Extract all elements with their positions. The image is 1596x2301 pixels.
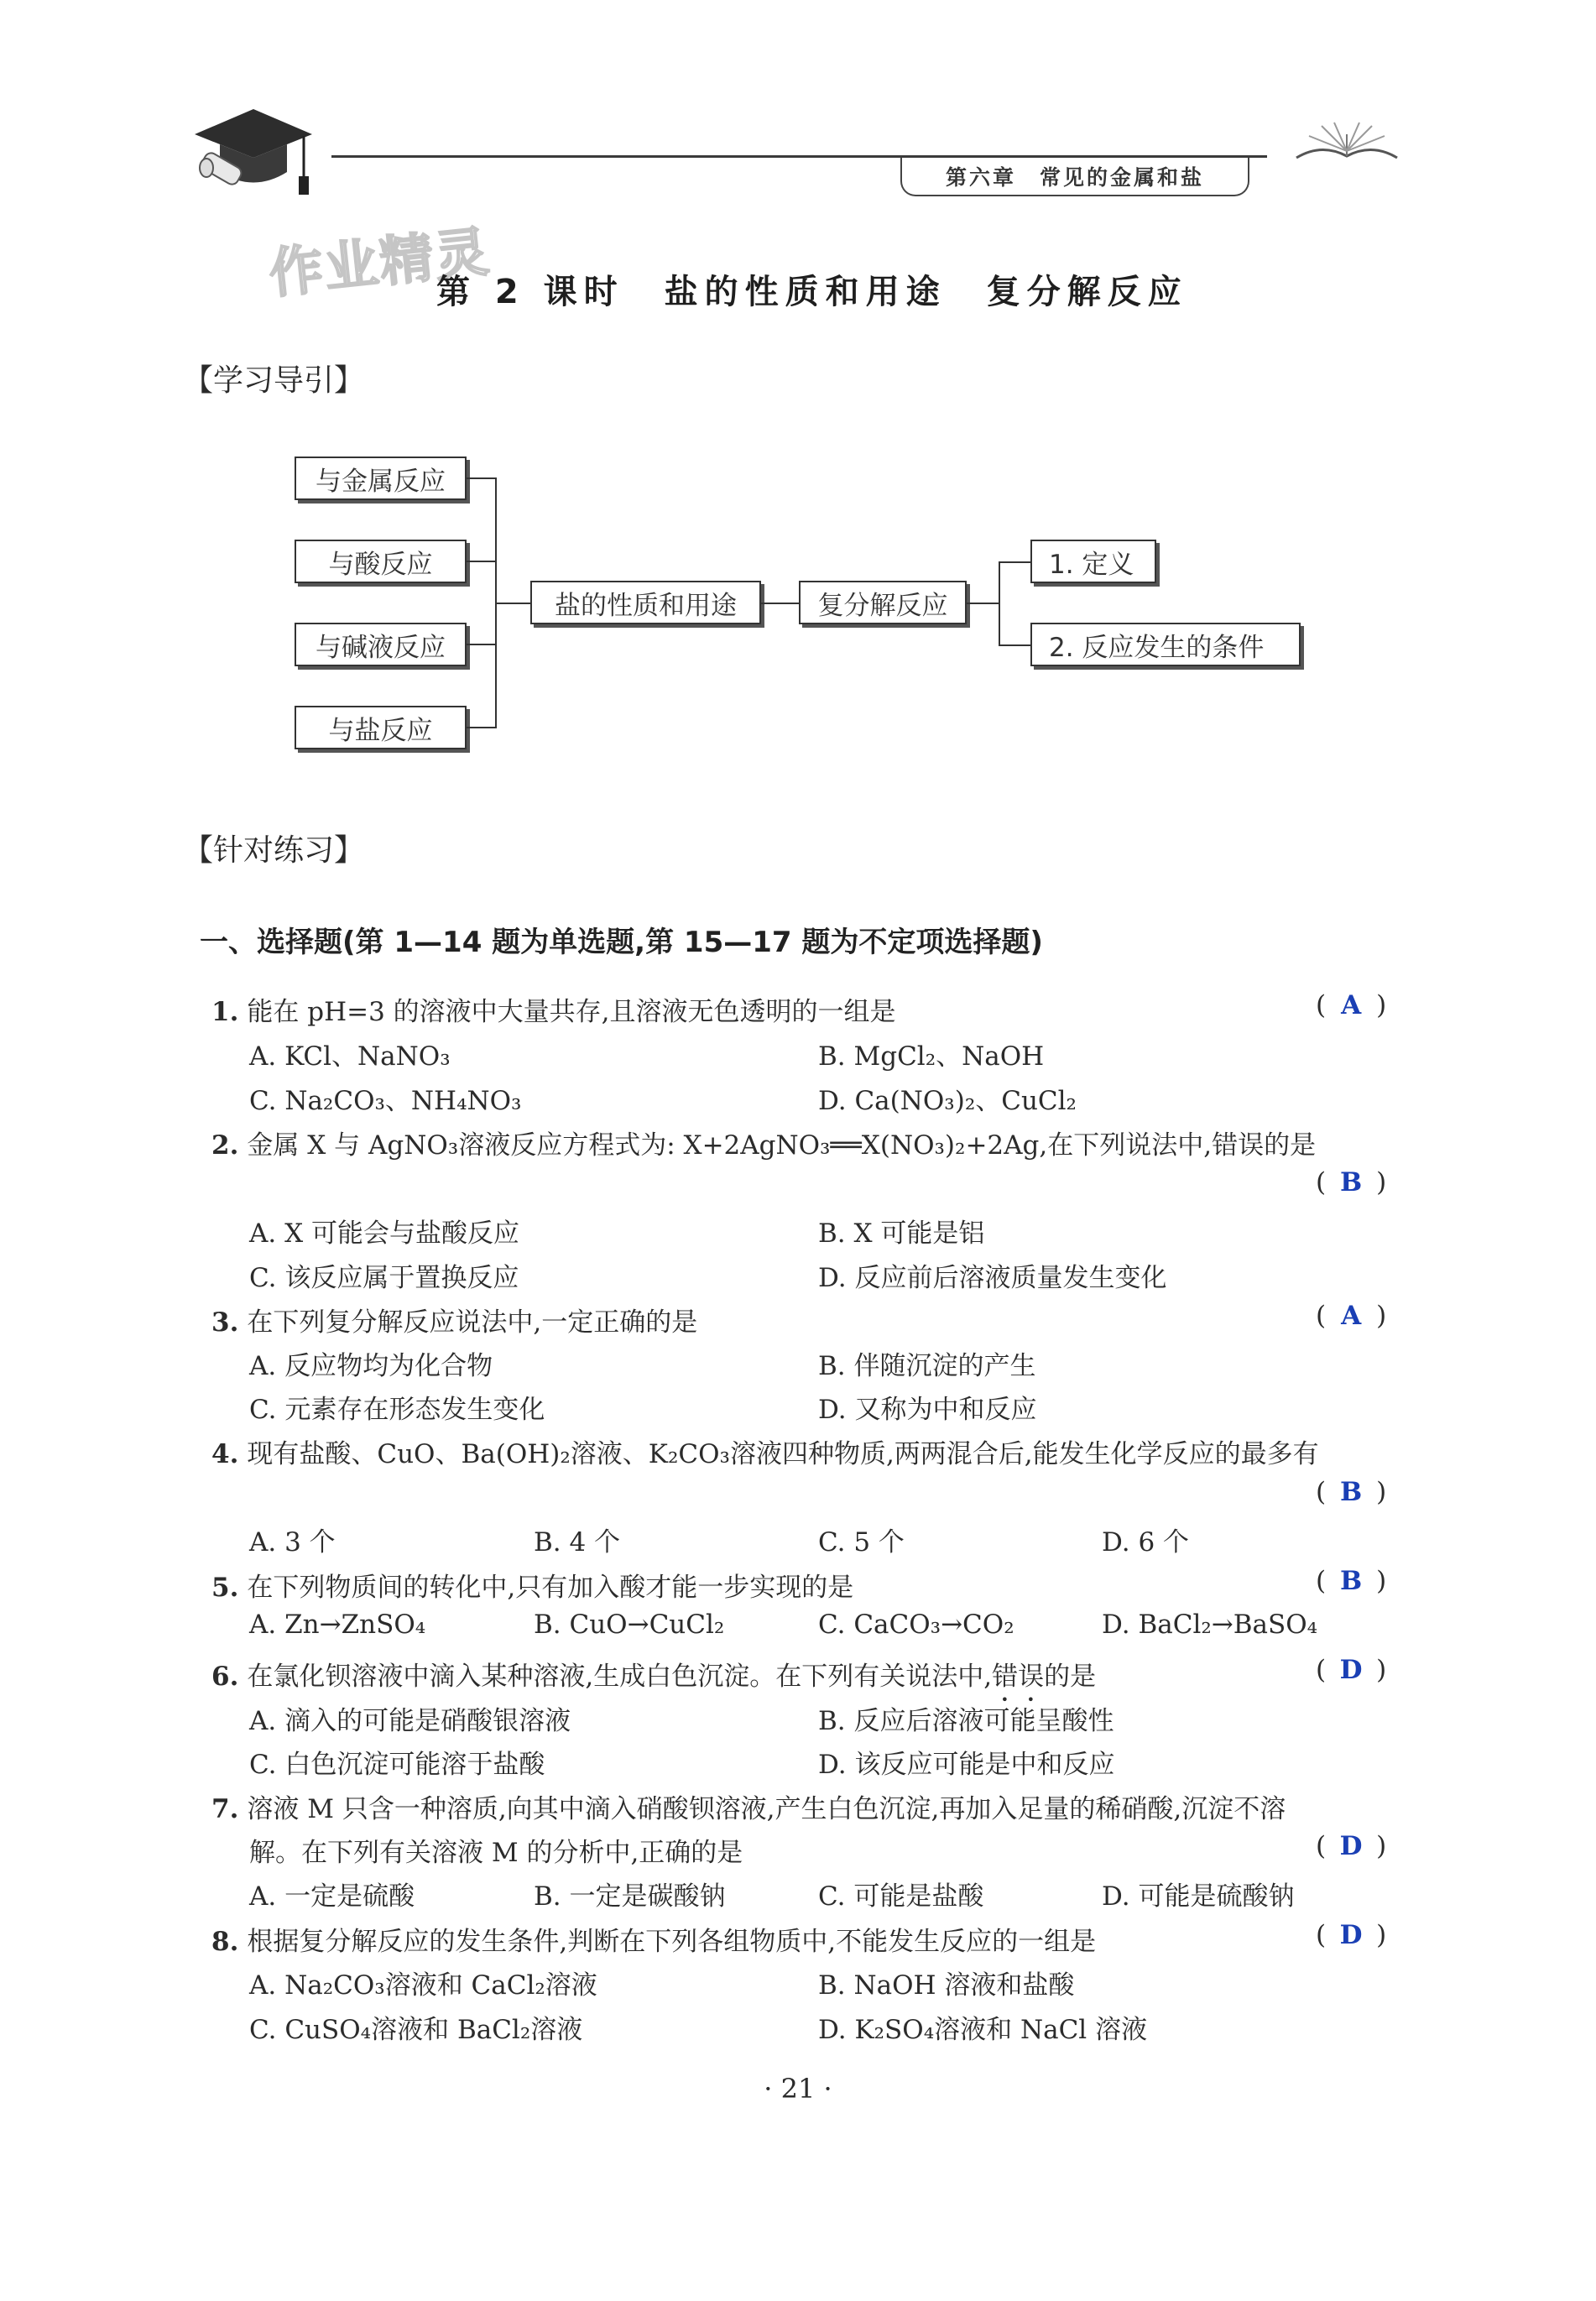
option: B. 伴随沉淀的产生 — [818, 1351, 1036, 1381]
connector — [467, 644, 497, 645]
option: D. 该反应可能是中和反应 — [818, 1750, 1115, 1780]
question-4: 4. 现有盐酸、CuO、Ba(OH)₂溶液、K₂CO₃溶液四种物质,两两混合后,能发生化学反应的最多有 — [211, 1439, 1319, 1469]
connector — [467, 561, 497, 562]
option: B. 一定是碳酸钠 — [534, 1881, 726, 1912]
option: A. 3 个 — [249, 1527, 336, 1557]
concept-box-alkali: 与碱液反应 — [295, 623, 467, 666]
concept-box-double-decomposition: 复分解反应 — [799, 581, 967, 624]
answer-3: ( A ) — [1316, 1301, 1387, 1331]
graduation-cap-icon — [186, 101, 321, 210]
answer-1: ( A ) — [1316, 990, 1387, 1020]
option: C. CaCO₃→CO₂ — [818, 1610, 1014, 1640]
part-heading: 一、选择题(第 1—14 题为单选题,第 15—17 题为不定项选择题) — [200, 926, 1043, 959]
option: B. 反应后溶液可能呈酸性 — [818, 1706, 1114, 1736]
option: C. Na₂CO₃、NH₄NO₃ — [249, 1086, 522, 1116]
question-1: 1. 能在 pH=3 的溶液中大量共存,且溶液无色透明的一组是 — [211, 997, 896, 1027]
question-8: 8. 根据复分解反应的发生条件,判断在下列各组物质中,不能发生反应的一组是 — [211, 1927, 1097, 1957]
option: A. KCl、NaNO₃ — [249, 1041, 451, 1072]
connector — [467, 727, 497, 728]
option: D. BaCl₂→BaSO₄ — [1102, 1610, 1318, 1640]
option: B. 4 个 — [534, 1527, 621, 1557]
option: A. 一定是硫酸 — [249, 1881, 415, 1912]
option: C. 元素存在形态发生变化 — [249, 1395, 545, 1425]
connector — [467, 477, 497, 479]
connector — [999, 561, 1000, 646]
answer-8: ( D ) — [1316, 1920, 1387, 1950]
answer-6: ( D ) — [1316, 1655, 1387, 1685]
connector — [495, 603, 530, 604]
open-book-icon — [1288, 117, 1406, 164]
concept-box-conditions: 2. 反应发生的条件 — [1030, 623, 1301, 666]
answer-7: ( D ) — [1316, 1831, 1387, 1861]
answer-4: ( B ) — [1316, 1477, 1387, 1507]
option: C. 可能是盐酸 — [818, 1881, 984, 1912]
page-number: · 21 · — [764, 2073, 832, 2105]
option: D. 反应前后溶液质量发生变化 — [818, 1263, 1167, 1293]
option: A. X 可能会与盐酸反应 — [249, 1218, 520, 1249]
option: C. 白色沉淀可能溶于盐酸 — [249, 1750, 545, 1780]
option: C. CuSO₄溶液和 BaCl₂溶液 — [249, 2015, 583, 2045]
page-title: 第 2 课时 盐的性质和用途 复分解反应 — [436, 273, 1188, 311]
option: D. 6 个 — [1102, 1527, 1190, 1557]
connector — [761, 603, 799, 604]
section-guide-heading: 【学习导引】 — [183, 363, 365, 398]
option: B. X 可能是铝 — [818, 1218, 985, 1249]
connector — [999, 644, 1030, 646]
concept-box-salt: 与盐反应 — [295, 706, 467, 749]
connector — [967, 603, 1000, 604]
question-2: 2. 金属 X 与 AgNO₃溶液反应方程式为: X+2AgNO₃══X(NO₃)₂+2Ag,在下列说法中,错误的是 — [211, 1130, 1317, 1161]
section-practice-heading: 【针对练习】 — [183, 833, 365, 868]
chapter-label: 第六章 常见的金属和盐 — [900, 158, 1249, 196]
concept-box-acid: 与酸反应 — [295, 540, 467, 583]
option: B. MgCl₂、NaOH — [818, 1041, 1045, 1072]
option: B. CuO→CuCl₂ — [534, 1610, 725, 1640]
watermark: 作业精灵 — [266, 221, 493, 306]
option: D. 又称为中和反应 — [818, 1395, 1037, 1425]
option: C. 该反应属于置换反应 — [249, 1263, 519, 1293]
option: B. NaOH 溶液和盐酸 — [818, 1970, 1075, 2001]
question-5: 5. 在下列物质间的转化中,只有加入酸才能一步实现的是 — [211, 1573, 854, 1603]
option: C. 5 个 — [818, 1527, 905, 1557]
answer-2: ( B ) — [1316, 1167, 1387, 1197]
answer-5: ( B ) — [1316, 1566, 1387, 1596]
connector — [999, 561, 1030, 563]
concept-box-definition: 1. 定义 — [1030, 540, 1156, 583]
option: A. 反应物均为化合物 — [249, 1351, 493, 1381]
option: D. 可能是硫酸钠 — [1102, 1881, 1295, 1912]
question-7-continued: 解。在下列有关溶液 M 的分析中,正确的是 — [249, 1838, 743, 1868]
concept-box-metal: 与金属反应 — [295, 457, 467, 500]
concept-box-center: 盐的性质和用途 — [530, 581, 761, 624]
question-7: 7. 溶液 M 只含一种溶质,向其中滴入硝酸钡溶液,产生白色沉淀,再加入足量的稀硝酸,沉淀不溶 — [211, 1794, 1286, 1824]
option: A. Na₂CO₃溶液和 CaCl₂溶液 — [249, 1970, 597, 2001]
question-6: 6. 在氯化钡溶液中滴入某种溶液,生成白色沉淀。在下列有关说法中,错误的是 — [211, 1662, 1097, 1692]
question-3: 3. 在下列复分解反应说法中,一定正确的是 — [211, 1307, 698, 1338]
option: A. 滴入的可能是硝酸银溶液 — [249, 1706, 571, 1736]
option: D. Ca(NO₃)₂、CuCl₂ — [818, 1086, 1077, 1116]
option: A. Zn→ZnSO₄ — [249, 1610, 426, 1640]
option: D. K₂SO₄溶液和 NaCl 溶液 — [818, 2015, 1148, 2045]
